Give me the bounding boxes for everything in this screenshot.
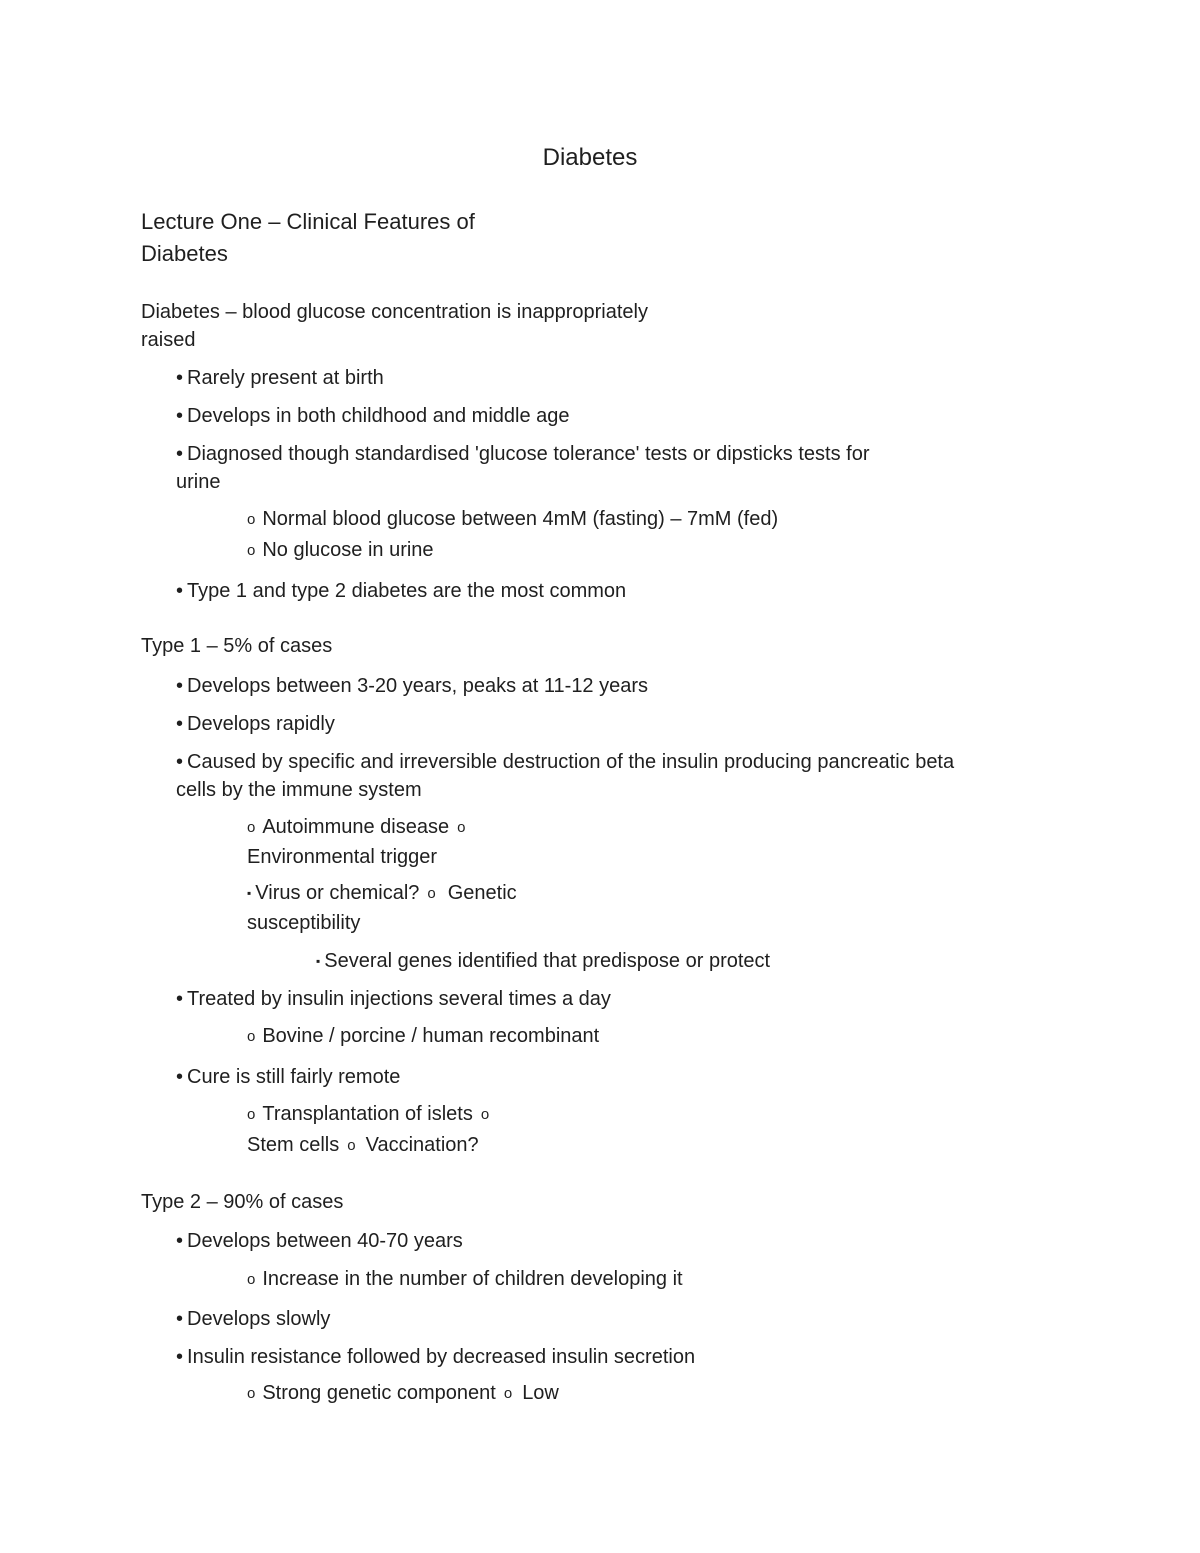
bullet-develops-both (176, 402, 570, 430)
type1-bullet-rapidly (176, 710, 335, 738)
lecture-heading-line1: Lecture One – Clinical Features of (141, 209, 475, 234)
bullet-glyph: • (176, 580, 184, 602)
circle-glyph: o (457, 819, 466, 836)
type1-sub-transplantation (247, 1100, 496, 1129)
bullet-glyph: • (176, 675, 184, 697)
sub-bullet-text: Several genes identified that predispose or protect (324, 950, 771, 972)
type2-bullet-slowly (176, 1305, 330, 1333)
bullet-text: Caused by specific and irreversible destruction of the insulin producing pancreatic beta (187, 751, 955, 773)
type1-sub-autoimmune (247, 813, 472, 842)
bullet-glyph: • (176, 1308, 184, 1330)
sub-bullet-text: Strong genetic component (262, 1382, 496, 1404)
type1-sub-virus (247, 879, 517, 908)
bullet-diagnosed-continued: urine (176, 471, 221, 493)
bullet-glyph: • (176, 713, 184, 735)
circle-glyph: o (347, 1137, 356, 1154)
type1-sub-bovine (247, 1022, 599, 1051)
type2-sub-children (247, 1265, 683, 1294)
sub-bullet-no-glucose (247, 536, 434, 565)
lecture-heading (141, 206, 475, 270)
sub-bullet-text: Virus or chemical? (255, 882, 420, 904)
sub-bullet-text: Autoimmune disease (262, 816, 450, 838)
sub-bullet-text: Normal blood glucose between 4mM (fasting) – 7mM (fed) (262, 508, 779, 530)
sub-bullet-text: No glucose in urine (262, 539, 434, 561)
bullet-text: Rarely present at birth (187, 367, 384, 389)
bullet-text: Cure is still fairly remote (187, 1066, 401, 1088)
type2-sub-genetic (247, 1379, 559, 1408)
sub-bullet-text: Genetic (447, 882, 517, 904)
bullet-rarely-present (176, 364, 384, 392)
bullet-glyph: • (176, 443, 184, 465)
type1-sub-genes (316, 947, 770, 975)
type1-sub-stem-cells (247, 1131, 479, 1160)
bullet-glyph: • (176, 405, 184, 427)
square-glyph: ▪ (247, 886, 252, 900)
circle-glyph: o (247, 542, 256, 559)
type1-bullet-develops-between (176, 672, 648, 700)
definition-line2: raised (141, 329, 196, 351)
bullet-most-common (176, 577, 626, 605)
circle-glyph: o (247, 511, 256, 528)
lecture-heading-line2: Diabetes (141, 241, 228, 266)
bullet-text: Diagnosed though standardised 'glucose tolerance' tests or dipsticks tests for (187, 443, 870, 465)
bullet-glyph: • (176, 751, 184, 773)
type1-bullet-cure (176, 1063, 400, 1091)
definition-line1: Diabetes – blood glucose concentration is inappropriately (141, 301, 648, 323)
circle-glyph: o (247, 819, 256, 836)
square-glyph: ▪ (316, 954, 321, 968)
type1-sub-environmental: Environmental trigger (247, 846, 438, 868)
bullet-text: Develops rapidly (187, 713, 335, 735)
sub-bullet-text: Transplantation of islets (262, 1103, 473, 1125)
type2-heading: Type 2 – 90% of cases (141, 1191, 344, 1213)
type2-bullet-develops-between (176, 1227, 463, 1255)
bullet-text: Treated by insulin injections several times a day (187, 988, 611, 1010)
sub-bullet-text: Increase in the number of children developing it (262, 1268, 683, 1290)
sub-bullet-text: Stem cells (247, 1134, 340, 1156)
document-title: Diabetes (542, 144, 638, 171)
bullet-glyph: • (176, 1066, 184, 1088)
circle-glyph: o (247, 1106, 256, 1123)
bullet-text: Develops between 40-70 years (187, 1230, 463, 1252)
bullet-glyph: • (176, 367, 184, 389)
circle-glyph: o (503, 1385, 513, 1402)
bullet-text: Type 1 and type 2 diabetes are the most common (187, 580, 627, 602)
type1-bullet-caused-by-continued: cells by the immune system (176, 779, 422, 801)
sub-bullet-text: Low (522, 1382, 559, 1404)
bullet-text: Develops slowly (187, 1308, 331, 1330)
bullet-text: Develops between 3-20 years, peaks at 11-12 years (187, 675, 649, 697)
circle-glyph: o (247, 1028, 256, 1045)
type1-bullet-treated (176, 985, 611, 1013)
sub-bullet-normal-glucose (247, 505, 778, 534)
bullet-text: Develops in both childhood and middle age (187, 405, 570, 427)
type1-bullet-caused-by (176, 748, 954, 776)
bullet-text: Insulin resistance followed by decreased insulin secretion (187, 1346, 696, 1368)
bullet-diagnosed (176, 440, 869, 468)
bullet-glyph: • (176, 1230, 184, 1252)
type1-sub-susceptibility: susceptibility (247, 912, 361, 934)
circle-glyph: o (480, 1106, 490, 1123)
sub-bullet-text: Bovine / porcine / human recombinant (262, 1025, 600, 1047)
sub-bullet-text: Vaccination? (365, 1134, 479, 1156)
circle-glyph: o (427, 885, 436, 902)
type1-heading: Type 1 – 5% of cases (141, 635, 333, 657)
bullet-glyph: • (176, 988, 184, 1010)
bullet-glyph: • (176, 1346, 184, 1368)
circle-glyph: o (247, 1271, 256, 1288)
circle-glyph: o (247, 1385, 256, 1402)
type2-bullet-insulin-resistance (176, 1343, 695, 1371)
